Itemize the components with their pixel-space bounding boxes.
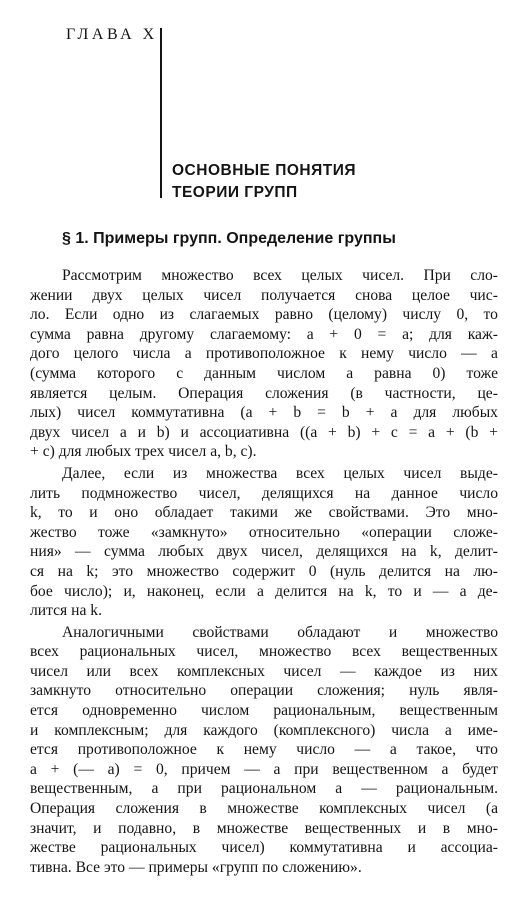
text-line: ся на k; это множество содержит 0 (нуль делится на лю- (30, 562, 498, 580)
text-line: лится на k. (30, 602, 102, 620)
chapter-title (172, 160, 356, 204)
text-line: сумма равна другому слагаемому: a + 0 = a; для каж- (30, 325, 498, 343)
text-line: ется одновременно числом рациональным, вещественным (30, 702, 498, 720)
text-line: + c) для любых трех чисел a, b, c). (30, 443, 257, 461)
text-line: Далее, если из множества всех целых чисел выде- (62, 464, 498, 482)
paragraph (30, 464, 498, 621)
text-line: замкнуто относительно операции сложения; нуль явля- (30, 682, 498, 700)
text-line: жество тоже «замкнуто» относительно «операции сложе- (30, 523, 498, 541)
text-line: ния» — сумма любых двух чисел, делящихся на k, делит- (30, 543, 498, 561)
text-line: тивна. Все это — примеры «групп по сложению». (30, 858, 362, 876)
text-line: чисел или всех комплексных чисел — каждое из них (30, 662, 498, 680)
text-line: и комплексным; для каждого (комплексного) числа a име- (30, 721, 498, 739)
text-line: лить подмножество чисел, делящихся на данное число (30, 484, 498, 502)
text-line: Операция сложения в множестве комплексных чисел (а (30, 800, 498, 818)
chapter-title-line-1: ОСНОВНЫЕ ПОНЯТИЯ (172, 162, 356, 179)
text-line: k, то и оно обладает такими же свойствами. Это мно- (30, 504, 498, 522)
text-line: жестве рациональных чисел) коммутативна и ассоциа- (30, 839, 498, 857)
text-line: вещественным, а при рациональном a — рациональным. (30, 780, 498, 798)
paragraph (30, 266, 498, 462)
section-heading: § 1. Примеры групп. Определение группы (62, 230, 396, 247)
text-line: Аналогичными свойствами обладают и множество (62, 623, 498, 641)
text-line: ло. Если одно из слагаемых равно (целому) числу 0, то (30, 306, 498, 324)
text-line: дого целого числа a противоположное к нему число — a (30, 345, 498, 363)
text-line: a + (— a) = 0, причем — a при вещественном a будет (30, 760, 498, 778)
chapter-label: ГЛАВА X (66, 26, 158, 43)
text-line: (сумма которого с данным числом a равна 0) тоже (30, 364, 498, 382)
vertical-rule (160, 28, 162, 198)
text-line: лых) чисел коммутативна (a + b = b + a для любых (30, 404, 498, 422)
text-line: является целым. Операция сложения (в частности, це- (30, 384, 498, 402)
text-line: всех рациональных чисел, множество всех вещественных (30, 643, 498, 661)
text-line: бое число); и, наконец, если a делится на k, то и — a де- (30, 582, 498, 600)
text-line: ется противоположное к нему число — a такое, что (30, 741, 498, 759)
text-line: двух чисел a и b) и ассоциативна ((a + b) + c = a + (b + (30, 423, 498, 441)
chapter-title-line-2: ТЕОРИИ ГРУПП (172, 184, 298, 201)
text-line: значит, и подавно, в множестве вещественных и в мно- (30, 819, 498, 837)
text-line: Рассмотрим множество всех целых чисел. При сло- (62, 267, 498, 284)
body-text (30, 266, 498, 879)
text-line: жении двух целых чисел получается снова целое чис- (30, 286, 498, 304)
paragraph (30, 623, 498, 878)
